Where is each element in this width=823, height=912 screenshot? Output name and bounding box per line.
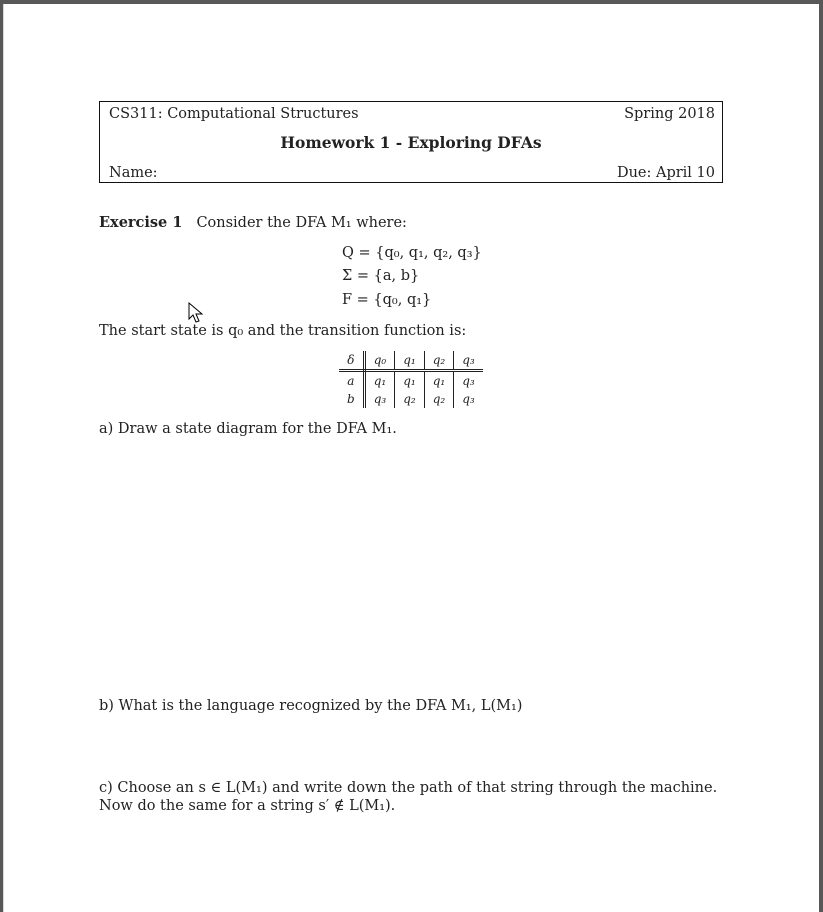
exercise-label: Exercise 1 (99, 214, 183, 231)
due-date: Due: April 10 (616, 165, 715, 181)
table-cell: q₂ (424, 390, 454, 408)
table-cell: q₂ (395, 390, 425, 408)
delta-corner: δ (339, 351, 364, 371)
course-name: CS311: Computational Structures (109, 106, 359, 122)
term-label: Spring 2018 (624, 106, 715, 122)
document-page (3, 4, 819, 912)
table-cell: q₁ (424, 371, 454, 391)
table-cell: q₁ (373, 374, 387, 388)
question-b: b) What is the language recognized by the DFA M₁, L(M₁) (99, 698, 523, 714)
start-state-text: The start state is q₀ and the transition function is: (99, 323, 467, 339)
question-c: c) Choose an s ∈ L(M₁) and write down the path of that string through the machine. Now do the same for a string s′ ∉ L(M₁). (99, 780, 718, 814)
table-cell: q₁ (395, 371, 425, 391)
final-states-equation: F = {q₀, q₁} (342, 292, 432, 308)
table-row (339, 371, 483, 391)
row-symbol: b (339, 390, 364, 408)
homework-header (99, 101, 723, 183)
exercise-intro-text: Consider the DFA M₁ where: (196, 215, 407, 231)
column-header: q₂ (424, 351, 454, 371)
alphabet-equation: Σ = {a, b} (342, 268, 420, 284)
states-equation: Q = {q₀, q₁, q₂, q₃} (342, 245, 482, 261)
column-header: q₃ (454, 351, 483, 371)
table-cell: q₃ (454, 390, 483, 408)
table-cell: q₃ (373, 392, 387, 406)
question-a: a) Draw a state diagram for the DFA M₁. (99, 421, 397, 437)
homework-title: Homework 1 - Exploring DFAs (280, 133, 542, 152)
column-header: q₀ (364, 351, 395, 371)
mouse-cursor-icon (188, 302, 204, 324)
table-header-row (339, 351, 483, 371)
row-symbol: a (339, 371, 364, 391)
table-row (339, 390, 483, 408)
exercise-intro (99, 214, 407, 231)
table-cell: q₃ (454, 371, 483, 391)
name-label: Name: (109, 165, 158, 181)
transition-table (339, 351, 483, 408)
column-header: q₁ (395, 351, 425, 371)
